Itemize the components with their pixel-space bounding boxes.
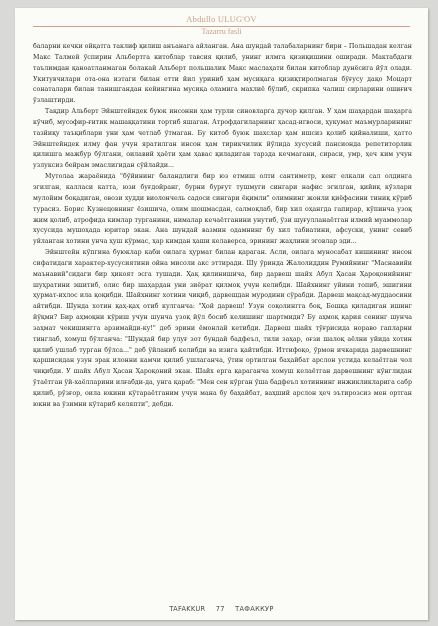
footer-journal-cyrillic: ТАФАККУР bbox=[235, 605, 274, 613]
running-header bbox=[15, 14, 428, 24]
paragraph-1: баларни кечки ойқатга таклиф қилиш анъанага айланган. Ана шундай талабаларнинг бири – Польшадан келган Макс Талмей ўспирин Альбертга китоблар тавсия қилиб, унинг илмга қизиқишини оширади. Мактабдаги таълимдан қаноатланмаган болакай Альберт польшалик Макс маслаҳати билан китоблар дунёсига йўл олади. Укитувчилари ота-она изтаги билан етти йил уриниб ҳам мусиқага қизиқтиролмаган бўғусу дақо Моцарт сонаталари билан танишгандан кейингина мусиқа оламига махлиё бўлиб, скрипка чалиш сирларини ошиғич ўзлаштирди. bbox=[33, 43, 412, 105]
page-number: 77 bbox=[215, 605, 225, 613]
article-body bbox=[33, 42, 412, 411]
paragraph-4: Эйнштейн кўпгина буюклар каби оилага ҳурмат билан қараган. Асли, оилага муносабат кишининг инсон сифатидаги характер-хусусиятини ойна мисоли акс эттиради. Шу ўринда Жалолиддин Румийнинг "Маснавийи маънавий"сидаги бир ҳикоят эсга тушади. Ҳақ қилинишича, бир дарвеш шайх Абул Ҳасан Ҳароқонийнинг шуҳратини эшитиб, олис бир шаҳардан уни зиёрат қилмоқ учун келибди. Шайхнинг уйини топиб, эшигини ҳурмат-ихлос ила қоқибди. Шайхнинг хотини чиқиб, дарвешдан муродини сўрабди. Дарвеш мақсад-муддаосини айтибди. Шунда хотин қаҳ-қаҳ отиб кулганча: "Ҳой дарвеш! Узун соқолингга боқ, Бошқа қиладиган ишинг йўқми? Бир аҳмоқни кўриш учун шунча узоқ йўл босиб келишинг шартмиди? Бу аҳмоқ қария сенинг шунча заҳмат чекишингга арзимайди-ку!" деб эрини ёмонлай кетибди. Дарвеш шайх тўғрисида нораво гапларни тинглаб, хомуш бўлганча: "Шундай бир улуғ зот бундай бадфеъл, тили заҳар, оғзи шалоқ аёлни уйида хотин қилиб ушлаб турган бўлса..." деб ўйланиб келибди ва изига қайтибди. Иттифоқо, ўрмон ичкарида дарвешнинг қаршисидан узун эрак илонни камчи қилиб ушлаганча, ўтин ортилган баҳайбат арслон устида келаётган чол чиқибди. У шайх Абул Ҳасан Ҳароқоний экан. Шайх ерга қараганча хомуш келаётган дарвешнинг кўнглидан ўтаётган ўй-хаёлларини илғабди-да, унга қараб: "Мен сен кўрган ўша бадфеъл хотиннинг инжикликларига сабр қилиб, рўзғор, оила юкини кўтараётганим учун мана бу баҳайбат, ваҳший арслон ҳеч эътирозсиз мен ортган юкни ва ўзимни кўтариб келяпти", дебди. bbox=[33, 249, 412, 408]
header-author: Abdullo ULUG'OV bbox=[186, 14, 257, 24]
paragraph-2: Тақдир Альберт Эйнштейндек буюк инсонни ҳам турли синовларга дучор қилган. У ҳам шаҳардан шаҳарга кўчиб, мусофир-ғитик машаққатини тортиб яшаган. Атрофдагиларнинг ҳасад-игвоси, ҳукумат маъмурларининг тазйиқу таъқиблари уни ҳам четлаб ўтмаган. Бу китоб буюк шахслар ҳам ишсиз қолиб қийналиши, ҳатто Эйнштейндек илму фан учун яратилган инсон ҳам тирикчилик йўлида хусусий пансионда репетиторлик қилишга мажбур бўлгани, оилавий ҳаёти ҳам ҳавас қиладиган тарзда кечмагани, сираси, умр, ҳеч ким учун узлуксиз бейрам эмаслигидан сўйлайди... bbox=[33, 108, 412, 170]
document-page bbox=[15, 8, 428, 620]
header-section-title: Tazarru fasli bbox=[201, 27, 242, 36]
page-footer bbox=[15, 605, 428, 613]
paragraph-3: Мутолаа жараёнида "бўйининг баландлиги бир юз етмиш олти сантиметр, кенг елкали сал олдинга эгилган, калласи катта, юзи буғдойранг, бурни бурғут тушмуги сингари нафис эгилган, қийиқ кўзлари мулойим боқадиган, овози худди виолончель садоси сингари ёқимли" олимнинг жонли қиёфасини тиниқ кўриб турасиз. Борис Кузнецовнинг ёзишича, олим шошмасдан, салмоқлаб, бир хил оҳангда гапирар, кўпинча узоқ жим қолиб, атрофида кимлар турганини, нималар кечаётганини унутиб, ўзи шуғулланаётган илмий муаммолар хусусида мушоҳада юритар экан. Ана шундай вазмин одамнинг бу хил табиатини, афсуски, унинг севиб уйланган хотини унча ҳуш кўрмас, ҳар кимдан ҳаши келаверса, эрининг жаҳлини эговлар эди... bbox=[33, 173, 412, 246]
footer-journal-latin: TAFAKKUR bbox=[169, 605, 206, 613]
